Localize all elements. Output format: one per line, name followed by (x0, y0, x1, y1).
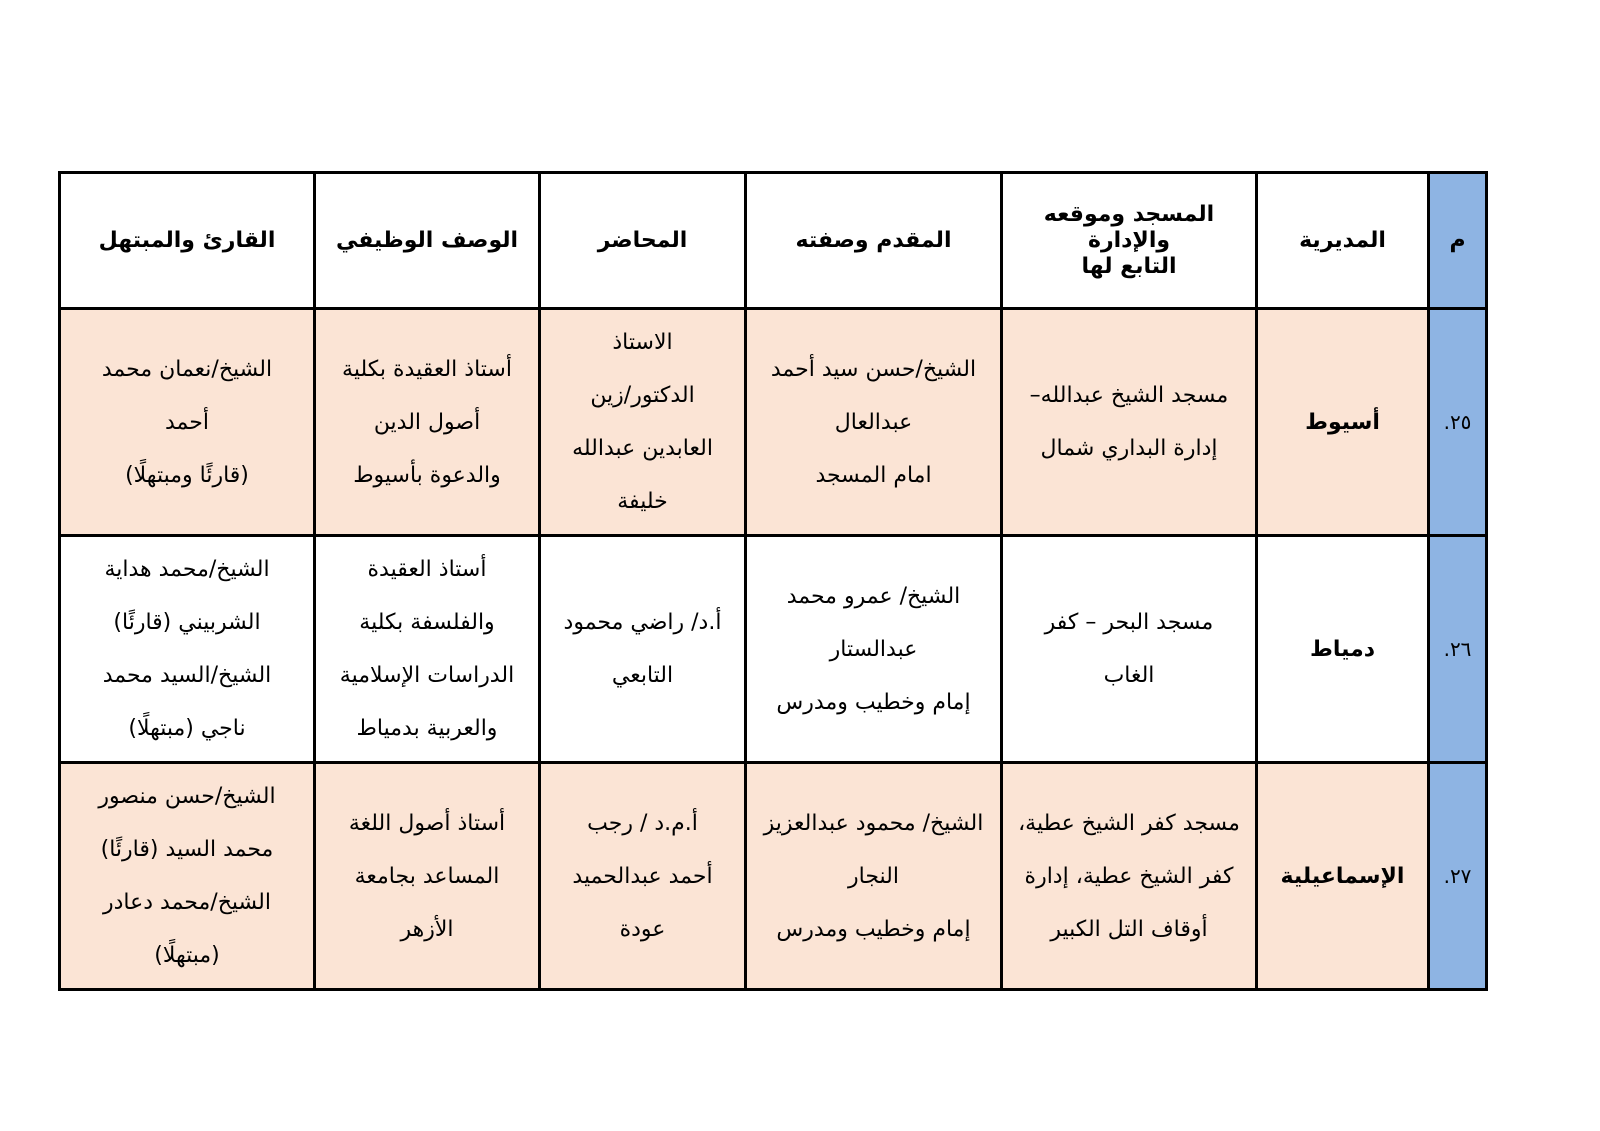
cell-line: الشيخ/حسن منصور (98, 784, 276, 809)
cell-line: أستاذ أصول اللغة (348, 810, 506, 836)
cell-line: التابعي (611, 663, 674, 688)
cell-line: مسجد كفر الشيخ عطية، (1018, 810, 1240, 836)
mosque-cell (1002, 763, 1257, 990)
cell-line: امام المسجد (815, 462, 932, 488)
cell-line: أوقاف التل الكبير (1050, 916, 1208, 942)
cell-line: والدعوة بأسيوط (353, 462, 501, 488)
cell-line: الأزهر (400, 916, 454, 942)
header-reciter: القارئ والمبتهل (60, 173, 315, 309)
cell-line: والفلسفة بكلية (359, 610, 495, 635)
reciter-cell (60, 536, 315, 763)
row-number: ٢٧. (1429, 763, 1487, 990)
cell-line: النجار (848, 863, 899, 889)
cell-line: (مبتهلًا) (154, 943, 220, 968)
mosque-cell (1002, 309, 1257, 536)
header-job: الوصف الوظيفي (315, 173, 540, 309)
table-row (60, 536, 1487, 763)
cell-line: الشيخ/نعمان محمد (101, 356, 273, 382)
cell-line: كفر الشيخ عطية، إدارة (1024, 863, 1234, 889)
cell-line: عبدالعال (834, 409, 913, 435)
cell-line: الشيخ/ محمود عبدالعزيز (763, 810, 984, 836)
cell-line: أحمد (165, 409, 209, 435)
cell-line: العابدين عبدالله (572, 436, 713, 461)
presenter-cell (746, 309, 1002, 536)
header-mosque-line: التابع لها (1081, 253, 1177, 279)
cell-line: أحمد عبدالحميد (572, 863, 713, 889)
reciter-cell (60, 309, 315, 536)
cell-line: محمد السيد (قارئًا) (100, 837, 274, 862)
cell-line: الاستاذ (612, 330, 673, 355)
row-number: ٢٥. (1429, 309, 1487, 536)
mosque-cell (1002, 536, 1257, 763)
cell-line: الشيخ/السيد محمد (102, 663, 272, 688)
schedule-table (58, 171, 1488, 991)
header-mosque-line: المسجد وموقعه والإدارة (1043, 201, 1215, 253)
cell-line: أ.د/ راضي محمود (563, 610, 722, 635)
cell-line: الدكتور/زين (590, 383, 695, 408)
cell-line: أصول الدين (373, 409, 481, 435)
lecturer-cell (540, 763, 746, 990)
table-row (60, 309, 1487, 536)
reciter-cell (60, 763, 315, 990)
cell-line: مسجد البحر – كفر (1044, 610, 1214, 635)
job-cell (315, 536, 540, 763)
row-number: ٢٦. (1429, 536, 1487, 763)
header-directorate: المديرية (1257, 173, 1429, 309)
cell-line: المساعد بجامعة (354, 863, 500, 889)
cell-line: أ.م.د / رجب (587, 810, 698, 836)
lecturer-cell (540, 309, 746, 536)
directorate-cell: أسيوط (1257, 309, 1429, 536)
cell-line: أستاذ العقيدة (367, 557, 487, 582)
header-presenter: المقدم وصفته (746, 173, 1002, 309)
directorate-cell: الإسماعيلية (1257, 763, 1429, 990)
cell-line: عودة (619, 916, 666, 942)
job-cell (315, 763, 540, 990)
presenter-cell (746, 763, 1002, 990)
cell-line: مسجد الشيخ عبدالله– (1029, 383, 1229, 408)
cell-line: الدراسات الإسلامية (339, 663, 515, 688)
cell-line: (قارئًا ومبتهلًا) (125, 462, 249, 488)
header-row (60, 173, 1487, 309)
header-num: م (1429, 173, 1487, 309)
cell-line: أستاذ العقيدة بكلية (342, 356, 512, 382)
cell-line: الغاب (1103, 663, 1155, 688)
cell-line: الشيخ/ عمرو محمد (786, 583, 961, 609)
cell-line: عبدالستار (829, 636, 918, 662)
cell-line: إمام وخطيب ومدرس (776, 689, 971, 715)
cell-line: خليفة (617, 489, 668, 514)
cell-line: الشيخ/محمد هداية (104, 557, 270, 582)
header-mosque (1002, 173, 1257, 309)
cell-line: إدارة البداري شمال (1040, 436, 1218, 461)
table-row (60, 763, 1487, 990)
presenter-cell (746, 536, 1002, 763)
cell-line: إمام وخطيب ومدرس (776, 916, 971, 942)
lecturer-cell (540, 536, 746, 763)
job-cell (315, 309, 540, 536)
cell-line: والعربية بدمياط (356, 716, 498, 741)
cell-line: الشربيني (قارئًا) (113, 610, 261, 635)
cell-line: الشيخ/حسن سيد أحمد (770, 356, 977, 382)
cell-line: ناجي (مبتهلًا) (128, 716, 246, 741)
cell-line: الشيخ/محمد دعادر (103, 890, 271, 915)
header-lecturer: المحاضر (540, 173, 746, 309)
directorate-cell: دمياط (1257, 536, 1429, 763)
